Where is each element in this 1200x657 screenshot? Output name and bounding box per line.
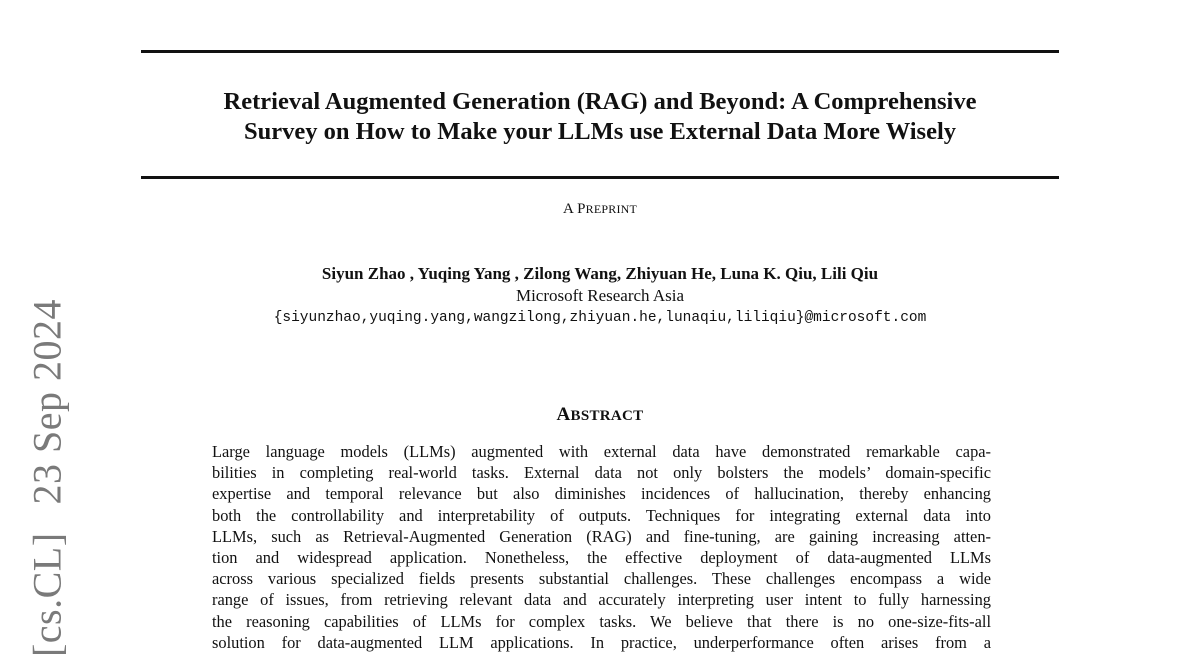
paper-title-line-1: Retrieval Augmented Generation (RAG) and Beyond: A Comprehensive [223,88,977,115]
paper-title [141,87,1059,147]
abstract-line: tion and widespread application. Nonetheless, the effective deployment of data-augmented LLMs [212,547,991,567]
author-list: Siyun Zhao , Yuqing Yang , Zilong Wang, Zhiyuan He, Luna K. Qiu, Lili Qiu [321,264,879,283]
arxiv-side-stamp [24,299,71,657]
paper-title-line-2: Survey on How to Make your LLMs use External Data More Wisely [243,118,957,145]
abstract-line: bilities in completing real-world tasks. External data not only bolsters the models’ domain-specific [212,463,991,483]
abstract-line: both the controllability and interpretability of outputs. Techniques for integrating external data into [212,505,991,525]
abstract-heading: ABSTRACT [556,404,644,425]
abstract-body [212,441,991,653]
abstract-line: the reasoning capabilities of LLMs for complex tasks. We believe that there is no one-size-fits-all [212,611,991,631]
arxiv-date: 23 Sep 2024 [24,298,70,505]
title-bottom-rule [141,176,1059,179]
preprint-label: A PREPRINT [562,201,638,217]
abstract-line: Large language models (LLMs) augmented with external data have demonstrated remarkable capa- [212,442,991,461]
title-top-rule [141,50,1059,53]
author-emails: {siyunzhao,yuqing.yang,wangzilong,zhiyuan.he,lunaqiu,liliqiu}@microsoft.com [273,310,927,326]
abstract-line: across various specialized fields presents substantial challenges. These challenges encompass a wide [212,569,991,589]
arxiv-category: [cs.CL] [24,532,70,657]
affiliation: Microsoft Research Asia [515,286,685,305]
abstract-line: LLMs, such as Retrieval-Augmented Generation (RAG) and fine-tuning, are gaining increasing atten- [212,526,991,546]
abstract-line: expertise and temporal relevance but also diminishes incidences of hallucination, thereby enhancing [212,484,991,504]
abstract-line: range of issues, from retrieving relevant data and accurately interpreting user intent to fully harnessing [212,590,991,610]
abstract-line: solution for data-augmented LLM applications. In practice, underperformance often arises from a [212,632,991,652]
